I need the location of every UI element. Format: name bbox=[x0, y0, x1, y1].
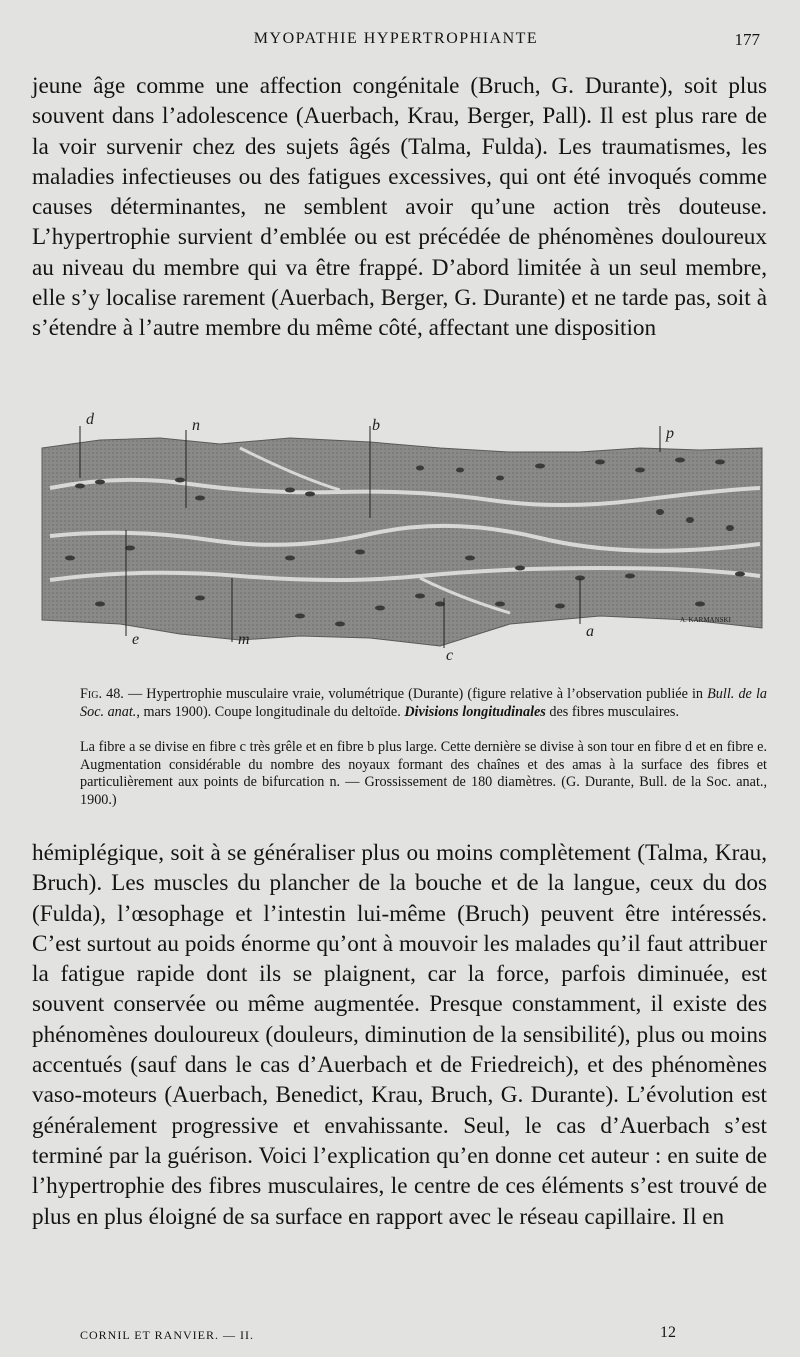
running-head bbox=[32, 30, 760, 52]
figure-number: Fig. 48. bbox=[80, 686, 124, 702]
page-number: 177 bbox=[734, 30, 760, 49]
caption-reference: Bull. de la Soc. anat. bbox=[80, 686, 767, 720]
footer-signature: CORNIL ET RANVIER. — II. bbox=[80, 1328, 254, 1342]
label-d: d bbox=[86, 411, 94, 428]
label-c: c bbox=[446, 647, 454, 664]
paragraph-1: jeune âge comme une affection congénitale (Bruch, G. Durante), soit plus souvent dans l’adolescence (Auerbach, Krau, Berger, Pall). Il est plus rare de la voir survenir chez des sujets âgés (Talma, Fulda). Les traumatismes, les maladies infectieuses ou des fatigues excessives, qui ont été invoqués comme causes déterminantes, ne semblent avoir qu’une action très douteuse. L’hypertrophie survient d’emblée ou est précédée de phénomènes douloureux au niveau du membre qui va être frappé. D’abord limitée à un seul membre, elle s’y localise rarement (Auerbach, Berger, G. Durante) et ne tarde pas, soit à s’étendre à l’autre membre du même côté, affectant une disposition bbox=[32, 73, 767, 342]
paragraph-2: hémiplégique, soit à se généraliser plus ou moins complètement (Talma, Krau, Bruch). Les muscles du plancher de la bouche et de la langue, ceux du dos (Fulda), l’œsophage et l’intestin lui-même (Bruch) peuvent être intéressés. C’est surtout au poids énorme qu’ont à mouvoir les malades qu’il faut attribuer la fatigue rapide dont ils se plaignent, car la force, parfois diminuée, est souvent conservée ou même augmentée. Presque constamment, il existe des phénomènes douloureux (douleurs, diminution de la sensibilité), plus ou moins accentués (sauf dans le cas d’Auerbach et de Friedreich), et des phénomènes vaso-moteurs (Auerbach, Benedict, Krau, Bruch, G. Durante). L’évolution est généralement progressive et envahissante. Seul, le cas d’Auerbach s’est terminé par la guérison. Voici l’explication qu’en donne cet auteur : en suite de l’hypertrophie des fibres musculaires, le centre de ces éléments s’est trouvé de plus en plus éloigné de sa surface en rapport avec le réseau capillaire. Il en bbox=[32, 840, 767, 1230]
muscle-section-drawing bbox=[42, 426, 762, 648]
label-n: n bbox=[192, 417, 200, 434]
label-b: b bbox=[372, 417, 380, 434]
footer-sheet-number: 12 bbox=[660, 1324, 676, 1341]
caption-text-2: , mars 1900). Coupe longitudinale du deltoïde. bbox=[136, 703, 405, 720]
label-m: m bbox=[238, 631, 250, 648]
label-p: p bbox=[666, 425, 674, 442]
label-a: a bbox=[586, 623, 594, 640]
running-title: MYOPATHIE HYPERTROPHIANTE bbox=[253, 30, 539, 47]
artist-signature: A. KARMANSKI bbox=[680, 616, 731, 624]
figure-caption bbox=[80, 686, 767, 721]
caption-emphasis: Divisions longitudinales bbox=[404, 703, 546, 720]
figure-caption-detail: La fibre a se divise en fibre c très grêle et en fibre b plus large. Cette dernière se divise à son tour en fibre d et en fibre e. Augmentation considérable du nombre des noyaux formant des chaînes et des amas à la surface des fibres et particulièrement aux points de bifurcation n. — Grossissement de 180 diamètres. (G. Durante, Bull. de la Soc. anat., 1900.) bbox=[80, 739, 767, 808]
figure-48-illustration bbox=[40, 408, 767, 666]
label-e: e bbox=[132, 631, 140, 648]
caption-text-1: — Hypertrophie musculaire vraie, volumétrique (Durante) (figure relative à l’observation publiée in bbox=[123, 686, 708, 702]
caption-text-3: des fibres musculaires. bbox=[545, 703, 679, 720]
